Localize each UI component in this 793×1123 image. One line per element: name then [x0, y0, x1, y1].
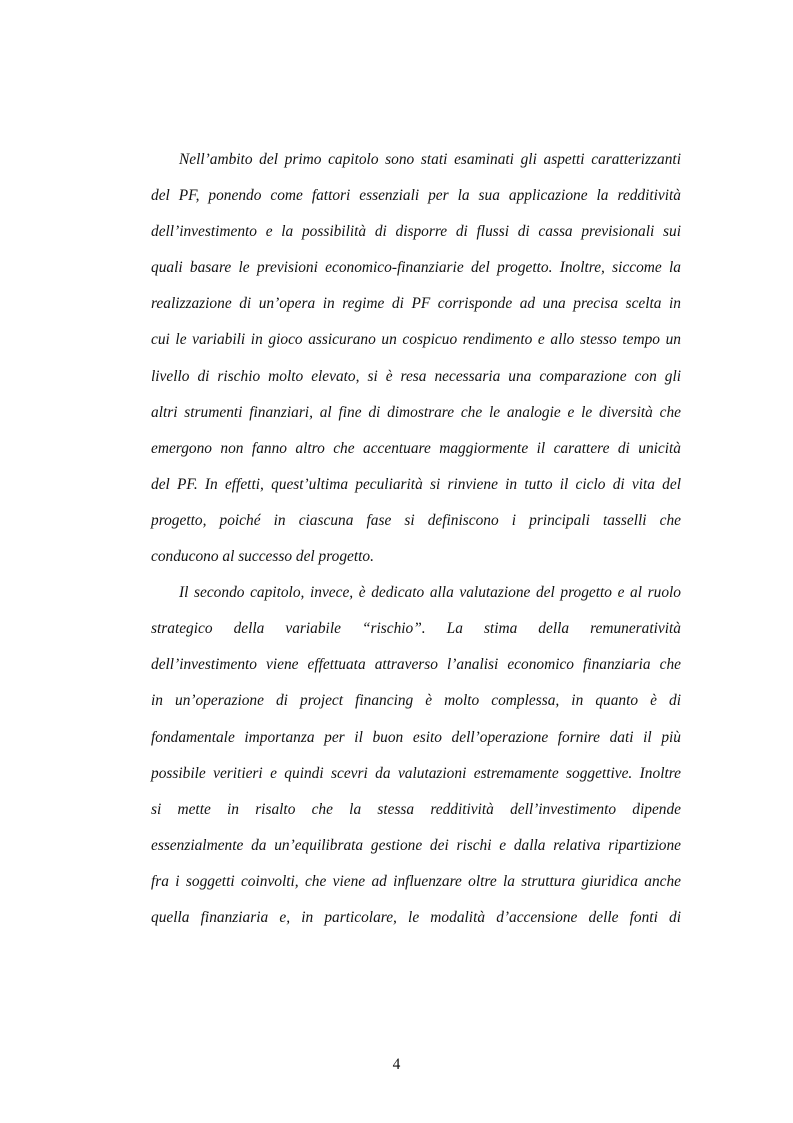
- page-number: 4: [392, 1056, 401, 1073]
- text-line: emergono non fanno altro che accentuare maggiormente il carattere di unicità: [151, 439, 681, 457]
- text-line: quella finanziaria e, in particolare, le modalità d’accensione delle fonti di: [151, 908, 681, 926]
- text-line: essenzialmente da un’equilibrata gestione dei rischi e dalla relativa ripartizione: [151, 836, 681, 854]
- text-line: progetto, poiché in ciascuna fase si definiscono i principali tasselli che: [151, 511, 681, 529]
- text-line: dell’investimento e la possibilità di disporre di flussi di cassa previsionali sui: [151, 223, 681, 241]
- body-text: [151, 142, 681, 936]
- text-line: altri strumenti finanziari, al fine di dimostrare che le analogie e le diversità che: [151, 403, 681, 421]
- text-line: fondamentale importanza per il buon esito dell’operazione fornire dati il più: [151, 728, 681, 746]
- text-line: Il secondo capitolo, invece, è dedicato alla valutazione del progetto e al ruolo: [179, 584, 681, 602]
- text-line: cui le variabili in gioco assicurano un cospicuo rendimento e allo stesso tempo un: [151, 331, 681, 349]
- text-line: livello di rischio molto elevato, si è resa necessaria una comparazione con gli: [151, 367, 681, 385]
- text-line: quali basare le previsioni economico-finanziarie del progetto. Inoltre, siccome la: [151, 259, 681, 277]
- text-line: dell’investimento viene effettuata attraverso l’analisi economico finanziaria che: [151, 656, 681, 674]
- text-line: possibile veritieri e quindi scevri da valutazioni estremamente soggettive. Inoltre: [151, 764, 681, 782]
- text-line: del PF. In effetti, quest’ultima peculiarità si rinviene in tutto il ciclo di vita del: [151, 475, 681, 493]
- text-line: fra i soggetti coinvolti, che viene ad influenzare oltre la struttura giuridica anche: [151, 872, 681, 890]
- text-line: si mette in risalto che la stessa redditività dell’investimento dipende: [151, 800, 681, 818]
- text-line: Nell’ambito del primo capitolo sono stati esaminati gli aspetti caratterizzanti: [179, 151, 681, 168]
- text-line: conducono al successo del progetto.: [151, 548, 374, 566]
- text-line: in un’operazione di project financing è molto complessa, in quanto è di: [151, 692, 681, 710]
- text-line: strategico della variabile “rischio”. La stima della remuneratività: [151, 620, 681, 638]
- text-line: del PF, ponendo come fattori essenziali per la sua applicazione la redditività: [151, 187, 681, 205]
- text-line: realizzazione di un’opera in regime di PF corrisponde ad una precisa scelta in: [151, 295, 681, 313]
